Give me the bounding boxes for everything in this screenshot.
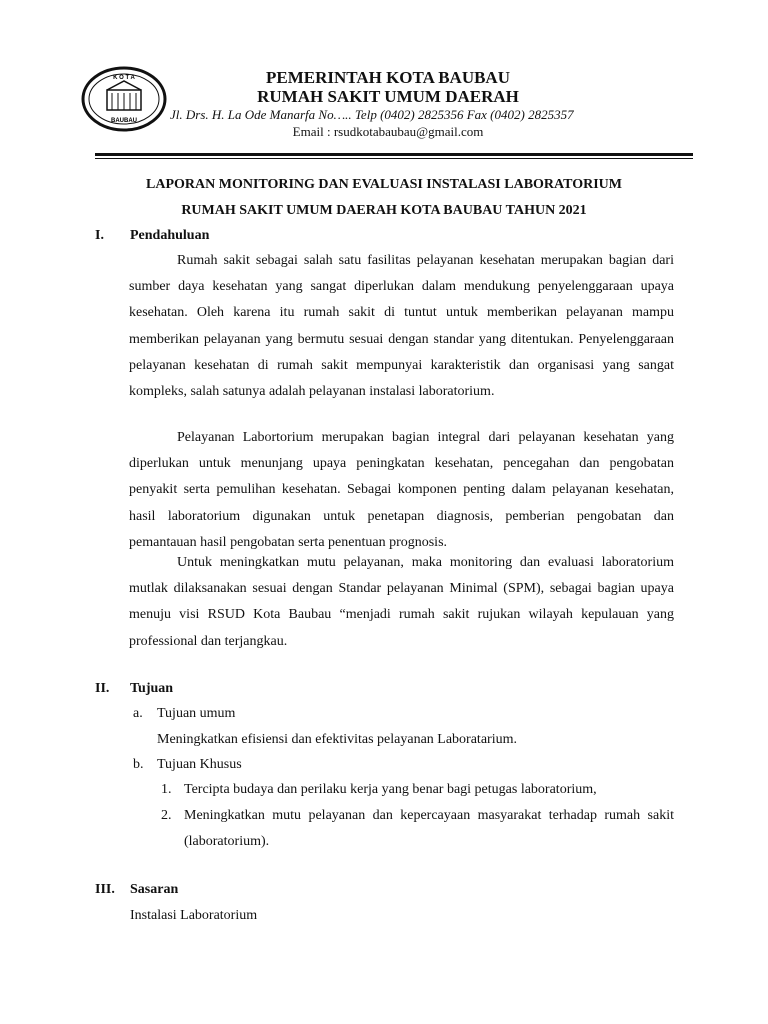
section-1-paragraph-2: Pelayanan Labortorium merupakan bagian integral dari pelayanan kesehatan yang diperlukan untuk menunjang upaya peningkatan kesehatan, pencegahan dan pengobatan penyakit serta pemulihan kesehatan. Sebagai komponen penting dalam pelayanan kesehatan, hasil laboratorium digunakan untuk penetapan diagnosis, pemberian pengobatan dan pemantauan hasil pengobatan serta penentuan prognosis. <box>129 430 674 550</box>
list-item-2-marker: 2. <box>161 808 172 823</box>
report-title-line1: LAPORAN MONITORING DAN EVALUASI INSTALASI LABORATORIUM <box>146 177 622 192</box>
section-3-text: Instalasi Laboratorium <box>130 908 258 923</box>
section-3-title: Sasaran <box>130 882 179 897</box>
subsection-a-label: Tujuan umum <box>157 706 236 721</box>
section-2-number: II. <box>95 681 110 696</box>
list-item-1-marker: 1. <box>161 782 172 797</box>
section-2-title: Tujuan <box>130 681 174 696</box>
subsection-b-label: Tujuan Khusus <box>157 757 242 772</box>
section-1-paragraph-1: Rumah sakit sebagai salah satu fasilitas pelayanan kesehatan merupakan bagian dari sumber daya kesehatan yang sangat diperlukan dalam mendukung penyelenggaraan upaya kesehatan. Oleh karena itu rumah sakit di tuntut untuk memberikan pelayanan mampu memberikan pelayanan yang bermutu sesuai dengan standar yang ditentukan. Penyelenggaraan pelayanan kesehatan di rumah sakit mempunyai karakteristik dan organisasi yang sangat kompleks, salah satunya adalah pelayanan instalasi laboratorium. <box>129 253 674 400</box>
list-item-1-text: Tercipta budaya dan perilaku kerja yang benar bagi petugas laboratorium, <box>184 782 597 797</box>
header-divider-thick <box>95 153 693 156</box>
subsection-b-marker: b. <box>133 757 144 772</box>
header-address: Jl. Drs. H. La Ode Manarfa No….. Telp (0402) 2825356 Fax (0402) 2825357 <box>170 107 574 122</box>
section-1-paragraph-3: Untuk meningkatkan mutu pelayanan, maka monitoring dan evaluasi laboratorium mutlak dilaksanakan sesuai dengan Standar pelayanan Minimal (SPM), sebagai bagian upaya menuju visi RSUD Kota Baubau “menjadi rumah sakit rujukan wilayah kepulauan yang professional dan terjangkau. <box>129 555 674 649</box>
svg-text:BAUBAU: BAUBAU <box>111 118 137 124</box>
header-hospital: RUMAH SAKIT UMUM DAERAH <box>257 87 519 106</box>
report-title-line2: RUMAH SAKIT UMUM DAERAH KOTA BAUBAU TAHUN 2021 <box>181 203 587 218</box>
list-item-2-text: Meningkatkan mutu pelayanan dan kepercayaan masyarakat terhadap rumah sakit (laboratorium). <box>184 808 674 849</box>
svg-text:K O T A: K O T A <box>113 75 135 81</box>
header-email: Email : rsudkotabaubau@gmail.com <box>292 124 484 139</box>
section-1-number: I. <box>95 228 104 243</box>
header-divider-thin <box>95 158 693 159</box>
header-org: PEMERINTAH KOTA BAUBAU <box>265 68 510 87</box>
section-3-number: III. <box>95 882 115 897</box>
subsection-a-marker: a. <box>133 706 143 721</box>
subsection-a-text: Meningkatkan efisiensi dan efektivitas pelayanan Laboratarium. <box>157 732 517 747</box>
section-1-title: Pendahuluan <box>130 228 210 243</box>
